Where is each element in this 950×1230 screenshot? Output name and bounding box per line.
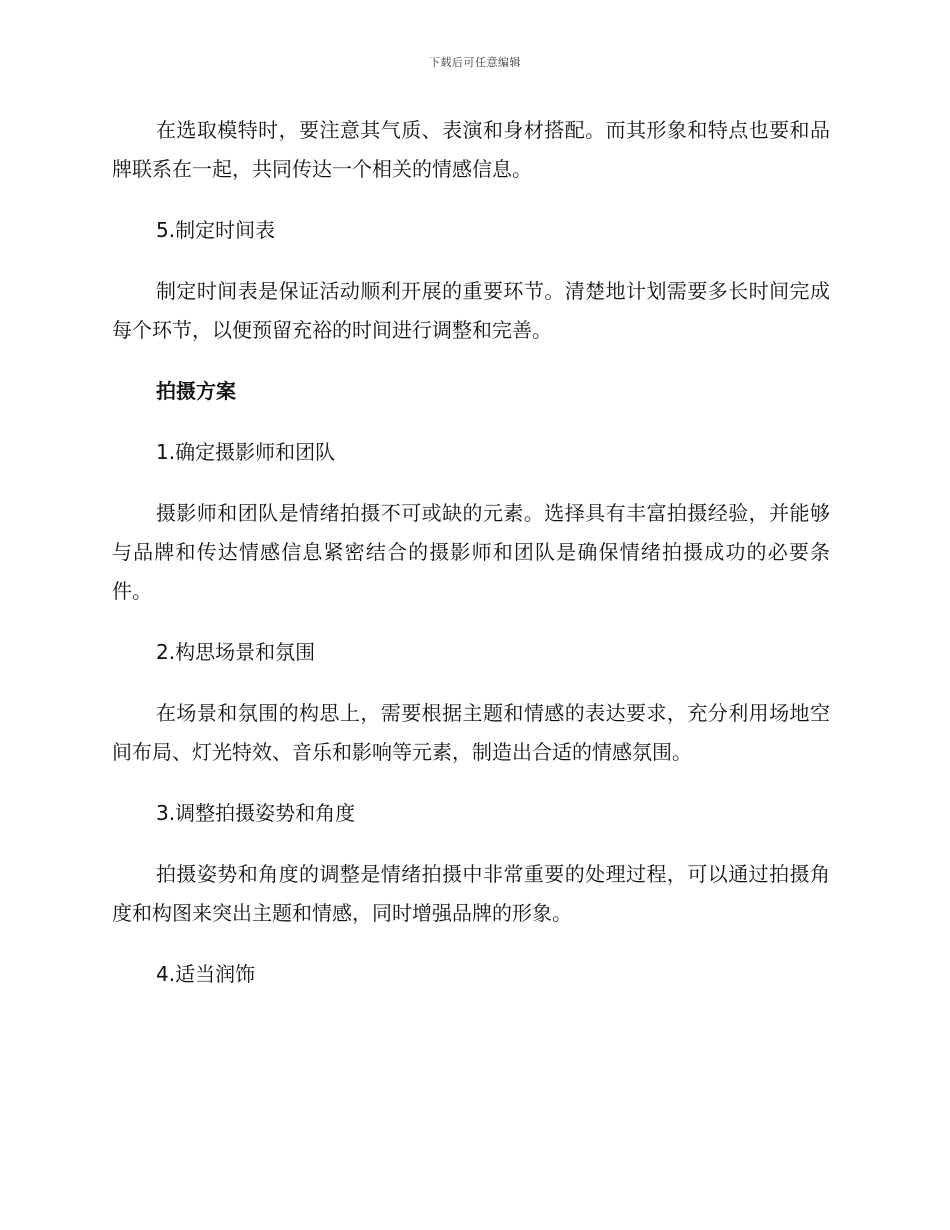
- paragraph-scene-atmosphere: 在场景和氛围的构思上，需要根据主题和情感的表达要求，充分利用场地空间布局、灯光特效、音乐和影响等元素，制造出合适的情感氛围。: [112, 701, 830, 764]
- heading-pose-angle: 3.调整拍摄姿势和角度: [156, 801, 356, 825]
- paragraph-pose-angle: 拍摄姿势和角度的调整是情绪拍摄中非常重要的处理过程，可以通过拍摄角度和构图来突出主题和情感，同时增强品牌的形象。: [112, 862, 830, 925]
- paragraph-model-selection: 在选取模特时，要注意其气质、表演和身材搭配。而其形象和特点也要和品牌联系在一起，共同传达一个相关的情感信息。: [112, 118, 830, 181]
- heading-scene-atmosphere: 2.构思场景和氛围: [156, 640, 316, 664]
- heading-shooting-plan: 拍摄方案: [156, 379, 236, 403]
- heading-retouching: 4.适当润饰: [156, 962, 256, 986]
- header-note: 下载后可任意编辑: [429, 56, 521, 69]
- document-body: [112, 111, 830, 994]
- heading-schedule: 5.制定时间表: [156, 218, 276, 242]
- paragraph-photographer-team: 摄影师和团队是情绪拍摄不可或缺的元素。选择具有丰富拍摄经验，并能够与品牌和传达情感信息紧密结合的摄影师和团队是确保情绪拍摄成功的必要条件。: [112, 501, 830, 603]
- heading-photographer-team: 1.确定摄影师和团队: [156, 440, 336, 464]
- paragraph-schedule: 制定时间表是保证活动顺利开展的重要环节。清楚地计划需要多长时间完成每个环节，以便预留充裕的时间进行调整和完善。: [112, 279, 830, 342]
